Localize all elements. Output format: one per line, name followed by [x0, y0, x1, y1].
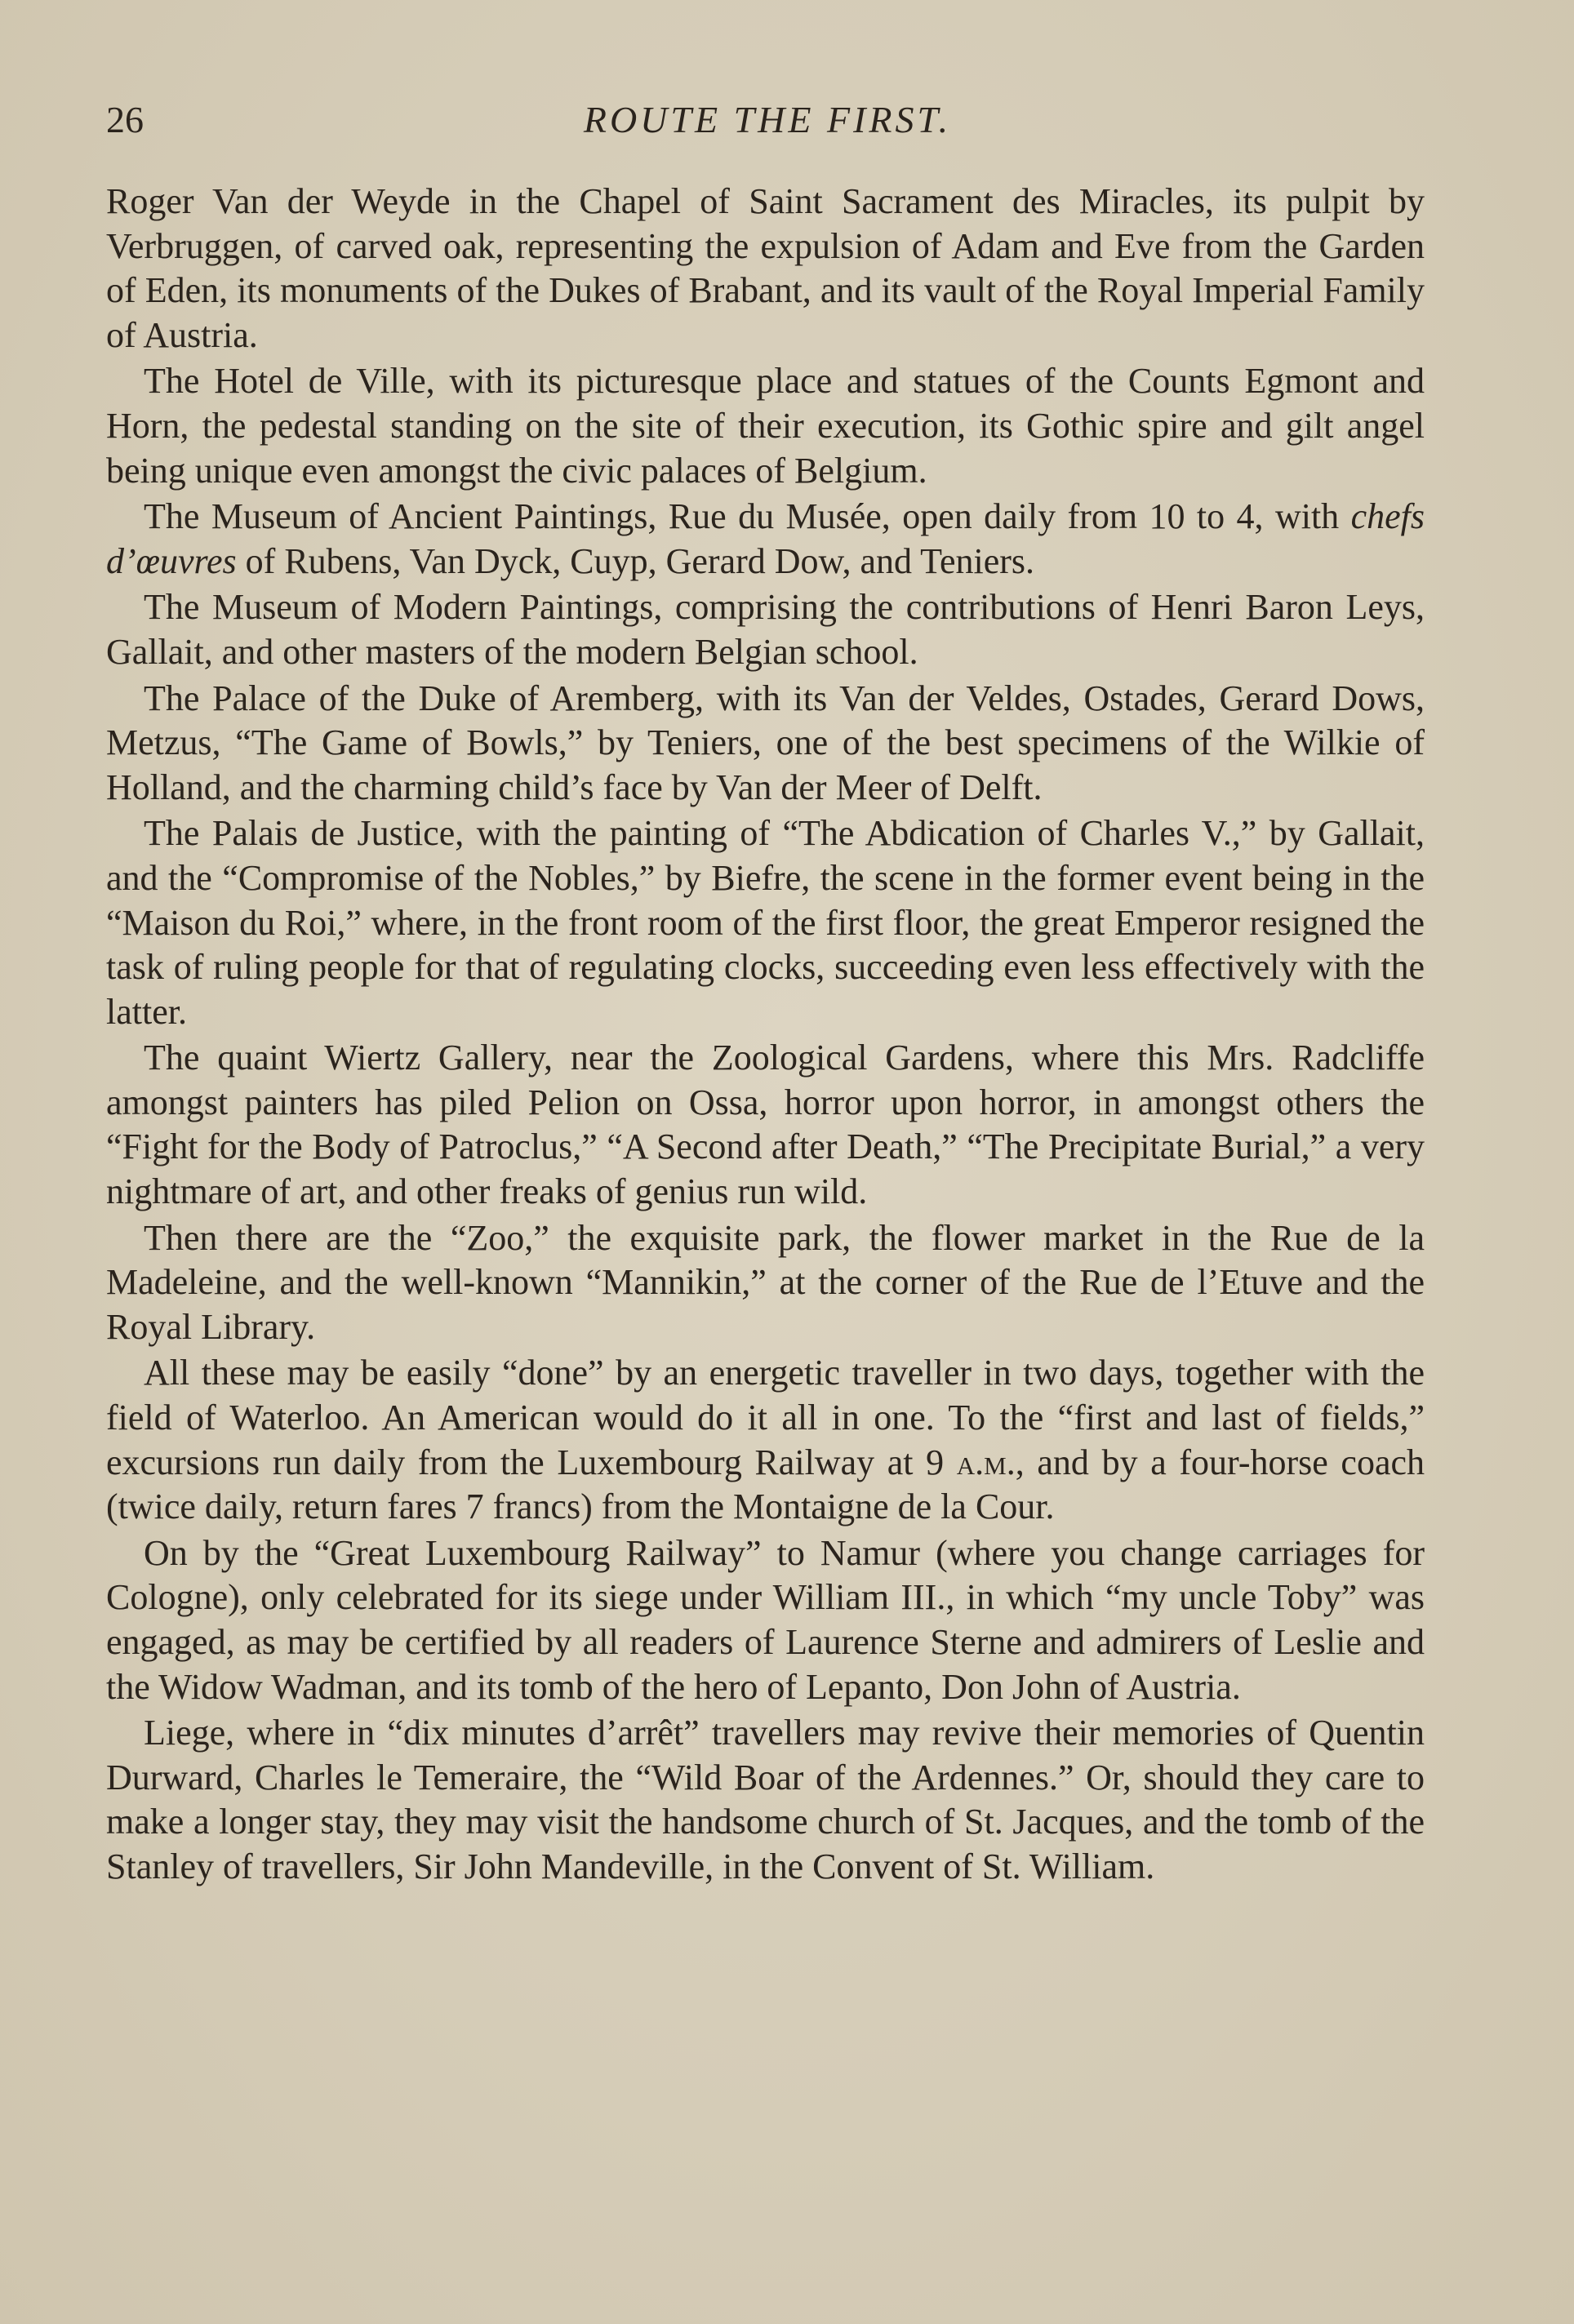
paragraph-wiertz-gallery: The quaint Wiertz Gallery, near the Zoological Gardens, where this Mrs. Radcliffe amongst painters has piled Pelion on Ossa, horror upon horror, in amongst others the “Fight for the Body of Patroclus,” “A Second after Death,” “The Precipitate Burial,” a very nightmare of art, and other freaks of genius run wild.	[106, 1038, 1425, 1212]
paragraph-hotel-de-ville: The Hotel de Ville, with its picturesque place and statues of the Counts Egmont and Horn, the pedestal standing on the site of their execution, its Gothic spire and gilt angel being unique even amongst the civic palaces of Belgium.	[106, 361, 1425, 491]
paragraph-ancient-paintings-italic: chefs d’œuvres	[106, 496, 1425, 581]
paragraph-chapel: Roger Van der Weyde in the Chapel of Saint Sacrament des Miracles, its pulpit by Verbruggen, of carved oak, representing the expulsion of Adam and Eve from the Garden of Eden, its monuments of the Dukes of Brabant, and its vault of the Royal Imperial Family of Austria.	[106, 181, 1425, 355]
page-number: 26	[106, 99, 144, 140]
paragraph-ancient-paintings-part1: The Museum of Ancient Paintings, Rue du Musée, open daily from 10 to 4, with	[144, 496, 1351, 537]
running-head: ROUTE THE FIRST.	[583, 99, 952, 140]
paragraph-ancient-paintings	[106, 495, 1425, 584]
page-header	[106, 98, 1429, 147]
paragraph-aremberg-palace: The Palace of the Duke of Aremberg, with its Van der Veldes, Ostades, Gerard Dows, Metzus, “The Game of Bowls,” by Teniers, one of the best specimens of the Wilkie of Holland, and the charming child’s face by Van der Meer of Delft.	[106, 678, 1425, 807]
paragraph-namur: On by the “Great Luxembourg Railway” to Namur (where you change carriages for Cologne), only celebrated for its siege under William III., in which “my uncle Toby” was engaged, as may be certified by all readers of Laurence Sterne and admirers of Leslie and the Widow Wadman, and its tomb of the hero of Lepanto, Don John of Austria.	[106, 1532, 1425, 1707]
paragraph-waterloo-part1: All these may be easily “done” by an energetic traveller in two days, together with the field of Waterloo. An American would do it all in one. To the “first and last of fields,” excursions run daily from the Luxembourg Railway at 9	[106, 1353, 1425, 1482]
body-text	[106, 180, 1425, 1890]
paragraph-ancient-paintings-part2: of Rubens, Van Dyck, Cuyp, Gerard Dow, and Teniers.	[236, 540, 1035, 581]
paragraph-zoo: Then there are the “Zoo,” the exquisite park, the flower market in the Rue de la Madeleine, and the well-known “Mannikin,” at the corner of the Rue de l’Etuve and the Royal Library.	[106, 1217, 1425, 1347]
paragraph-liege: Liege, where in “dix minutes d’arrêt” travellers may revive their memories of Quentin Durward, Charles le Temeraire, the “Wild Boar of the Ardennes.” Or, should they care to make a longer stay, they may visit the handsome church of St. Jacques, and the tomb of the Stanley of travellers, Sir John Mandeville, in the Convent of St. William.	[106, 1713, 1425, 1886]
paragraph-modern-paintings: The Museum of Modern Paintings, comprising the contributions of Henri Baron Leys, Gallait, and other masters of the modern Belgian school.	[106, 587, 1425, 672]
paragraph-waterloo-time: a.m.	[956, 1442, 1016, 1482]
paragraph-waterloo-part2: , and by a four-horse coach (twice daily, return fares 7 francs) from the Montaigne de la Cour.	[106, 1442, 1425, 1527]
paragraph-palais-de-justice: The Palais de Justice, with the painting of “The Abdication of Charles V.,” by Gallait, and the “Compromise of the Nobles,” by Biefre, the scene in the former event being in the “Maison du Roi,” where, in the front room of the first floor, the great Emperor resigned the task of ruling people for that of regulating clocks, succeeding even less effectively with the latter.	[106, 813, 1425, 1032]
paragraph-waterloo	[106, 1351, 1425, 1529]
